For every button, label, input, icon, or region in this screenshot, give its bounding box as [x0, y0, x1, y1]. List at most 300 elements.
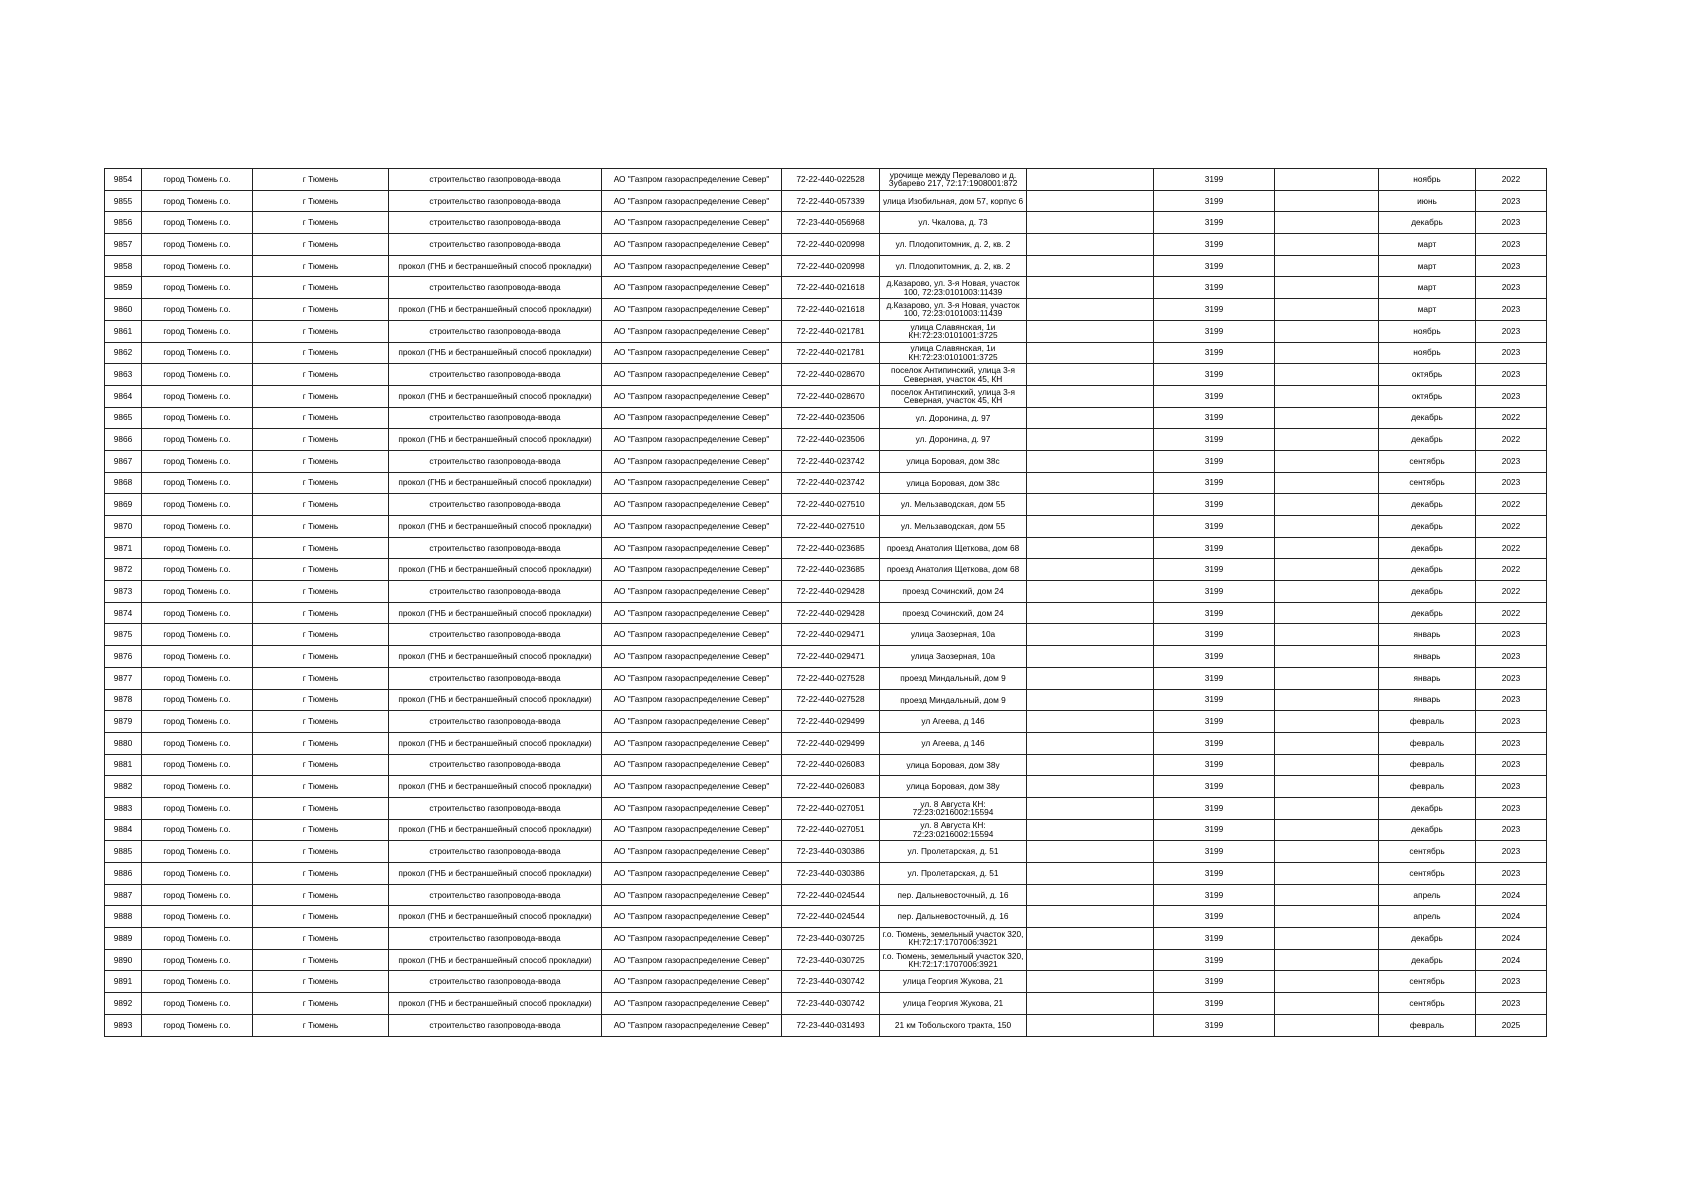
registry-code-cell: 72-22-440-029499	[782, 711, 880, 733]
amount-cell: 3199	[1154, 559, 1275, 581]
registry-code-cell: 72-23-440-056968	[782, 212, 880, 234]
year-cell: 2023	[1476, 776, 1547, 798]
work-type-cell: прокол (ГНБ и бестраншейный способ прокладки)	[389, 689, 602, 711]
district-cell: город Тюмень г.о.	[142, 797, 253, 819]
settlement-cell: г Тюмень	[253, 212, 389, 234]
month-cell: декабрь	[1379, 537, 1476, 559]
organization-cell: АО "Газпром газораспределение Север"	[602, 646, 782, 668]
row-number-cell: 9889	[105, 928, 142, 950]
row-number-cell: 9874	[105, 602, 142, 624]
year-cell: 2023	[1476, 277, 1547, 299]
year-cell: 2023	[1476, 993, 1547, 1015]
organization-cell: АО "Газпром газораспределение Север"	[602, 342, 782, 364]
table-row	[105, 776, 1547, 798]
district-cell: город Тюмень г.о.	[142, 624, 253, 646]
address-text: д.Казарово, ул. 3-я Новая, участок 100, 72:23:0101003:11439	[886, 279, 1020, 297]
empty-cell	[1027, 364, 1154, 386]
month-cell: июнь	[1379, 190, 1476, 212]
organization-cell: АО "Газпром газораспределение Север"	[602, 277, 782, 299]
empty-cell	[1027, 1014, 1154, 1036]
organization-cell: АО "Газпром газораспределение Север"	[602, 255, 782, 277]
amount-cell: 3199	[1154, 320, 1275, 342]
row-number-cell: 9861	[105, 320, 142, 342]
year-cell: 2024	[1476, 949, 1547, 971]
amount-cell: 3199	[1154, 342, 1275, 364]
work-type-cell: строительство газопровода-ввода	[389, 190, 602, 212]
organization-cell: АО "Газпром газораспределение Север"	[602, 407, 782, 429]
table-row	[105, 169, 1547, 191]
empty-cell	[1275, 928, 1379, 950]
district-cell: город Тюмень г.о.	[142, 342, 253, 364]
month-cell: февраль	[1379, 1014, 1476, 1036]
district-cell: город Тюмень г.о.	[142, 277, 253, 299]
row-number-cell: 9870	[105, 516, 142, 538]
address-cell	[880, 342, 1027, 364]
address-cell	[880, 949, 1027, 971]
empty-cell	[1275, 1014, 1379, 1036]
table-row	[105, 993, 1547, 1015]
empty-cell	[1027, 624, 1154, 646]
year-cell: 2023	[1476, 364, 1547, 386]
row-number-cell: 9855	[105, 190, 142, 212]
district-cell: город Тюмень г.о.	[142, 841, 253, 863]
month-cell: март	[1379, 255, 1476, 277]
organization-cell: АО "Газпром газораспределение Север"	[602, 364, 782, 386]
month-cell: сентябрь	[1379, 993, 1476, 1015]
empty-cell	[1275, 949, 1379, 971]
table-row	[105, 949, 1547, 971]
organization-cell: АО "Газпром газораспределение Север"	[602, 429, 782, 451]
district-cell: город Тюмень г.о.	[142, 212, 253, 234]
month-cell: январь	[1379, 689, 1476, 711]
year-cell: 2022	[1476, 429, 1547, 451]
empty-cell	[1027, 190, 1154, 212]
row-number-cell: 9856	[105, 212, 142, 234]
settlement-cell: г Тюмень	[253, 190, 389, 212]
table-row	[105, 320, 1547, 342]
month-cell: январь	[1379, 624, 1476, 646]
organization-cell: АО "Газпром газораспределение Север"	[602, 863, 782, 885]
amount-cell: 3199	[1154, 602, 1275, 624]
amount-cell: 3199	[1154, 667, 1275, 689]
organization-cell: АО "Газпром газораспределение Север"	[602, 776, 782, 798]
amount-cell: 3199	[1154, 255, 1275, 277]
settlement-cell: г Тюмень	[253, 342, 389, 364]
district-cell: город Тюмень г.о.	[142, 407, 253, 429]
address-text: г.о. Тюмень, земельный участок 320, КН:72:17:1707006:3921	[882, 929, 1024, 947]
settlement-cell: г Тюмень	[253, 516, 389, 538]
address-text: ул. 8 Августа КН: 72:23:0216002:15594	[912, 799, 994, 817]
month-cell: январь	[1379, 667, 1476, 689]
settlement-cell: г Тюмень	[253, 754, 389, 776]
district-cell: город Тюмень г.о.	[142, 255, 253, 277]
address-text: проезд Анатолия Щеткова, дом 68	[886, 543, 1020, 553]
month-cell: декабрь	[1379, 429, 1476, 451]
month-cell: февраль	[1379, 732, 1476, 754]
table-row	[105, 494, 1547, 516]
settlement-cell: г Тюмень	[253, 385, 389, 407]
district-cell: город Тюмень г.о.	[142, 863, 253, 885]
district-cell: город Тюмень г.о.	[142, 299, 253, 321]
organization-cell: АО "Газпром газораспределение Север"	[602, 234, 782, 256]
row-number-cell: 9854	[105, 169, 142, 191]
settlement-cell: г Тюмень	[253, 537, 389, 559]
settlement-cell: г Тюмень	[253, 993, 389, 1015]
table-row	[105, 212, 1547, 234]
work-type-cell: прокол (ГНБ и бестраншейный способ прокладки)	[389, 385, 602, 407]
settlement-cell: г Тюмень	[253, 581, 389, 603]
empty-cell	[1027, 559, 1154, 581]
month-cell: ноябрь	[1379, 169, 1476, 191]
work-type-cell: строительство газопровода-ввода	[389, 537, 602, 559]
settlement-cell: г Тюмень	[253, 559, 389, 581]
settlement-cell: г Тюмень	[253, 494, 389, 516]
address-text: д.Казарово, ул. 3-я Новая, участок 100, 72:23:0101003:11439	[886, 300, 1020, 319]
empty-cell	[1275, 841, 1379, 863]
table-row	[105, 711, 1547, 733]
registry-code-cell: 72-23-440-030386	[782, 863, 880, 885]
work-type-cell: прокол (ГНБ и бестраншейный способ прокладки)	[389, 776, 602, 798]
empty-cell	[1027, 667, 1154, 689]
district-cell: город Тюмень г.о.	[142, 234, 253, 256]
month-cell: сентябрь	[1379, 472, 1476, 494]
address-text: ул. Доронина, д. 97	[915, 413, 991, 423]
settlement-cell: г Тюмень	[253, 646, 389, 668]
settlement-cell: г Тюмень	[253, 928, 389, 950]
table-row	[105, 537, 1547, 559]
registry-code-cell: 72-22-440-028670	[782, 364, 880, 386]
row-number-cell: 9868	[105, 472, 142, 494]
month-cell: декабрь	[1379, 516, 1476, 538]
row-number-cell: 9877	[105, 667, 142, 689]
registry-code-cell: 72-22-440-024544	[782, 906, 880, 928]
row-number-cell: 9865	[105, 407, 142, 429]
empty-cell	[1275, 754, 1379, 776]
work-type-cell: прокол (ГНБ и бестраншейный способ прокладки)	[389, 949, 602, 971]
amount-cell: 3199	[1154, 993, 1275, 1015]
year-cell: 2022	[1476, 559, 1547, 581]
work-type-cell: строительство газопровода-ввода	[389, 624, 602, 646]
registry-code-cell: 72-22-440-021781	[782, 320, 880, 342]
settlement-cell: г Тюмень	[253, 169, 389, 191]
amount-cell: 3199	[1154, 928, 1275, 950]
year-cell: 2023	[1476, 646, 1547, 668]
address-cell	[880, 667, 1027, 689]
table-body	[105, 169, 1547, 1037]
empty-cell	[1027, 776, 1154, 798]
empty-cell	[1275, 689, 1379, 711]
work-type-cell: строительство газопровода-ввода	[389, 364, 602, 386]
organization-cell: АО "Газпром газораспределение Север"	[602, 190, 782, 212]
settlement-cell: г Тюмень	[253, 255, 389, 277]
organization-cell: АО "Газпром газораспределение Север"	[602, 537, 782, 559]
address-text: 21 км Тобольского тракта, 150	[894, 1020, 1012, 1030]
work-type-cell: прокол (ГНБ и бестраншейный способ прокладки)	[389, 906, 602, 928]
work-type-cell: строительство газопровода-ввода	[389, 212, 602, 234]
address-cell	[880, 407, 1027, 429]
organization-cell: АО "Газпром газораспределение Север"	[602, 754, 782, 776]
district-cell: город Тюмень г.о.	[142, 819, 253, 841]
settlement-cell: г Тюмень	[253, 819, 389, 841]
district-cell: город Тюмень г.о.	[142, 732, 253, 754]
organization-cell: АО "Газпром газораспределение Север"	[602, 516, 782, 538]
settlement-cell: г Тюмень	[253, 429, 389, 451]
district-cell: город Тюмень г.о.	[142, 646, 253, 668]
empty-cell	[1027, 581, 1154, 603]
amount-cell: 3199	[1154, 450, 1275, 472]
registry-code-cell: 72-22-440-023742	[782, 472, 880, 494]
address-cell	[880, 364, 1027, 386]
address-text: улица Славянская, 1и КН:72:23:0101001:3725	[908, 344, 998, 362]
amount-cell: 3199	[1154, 364, 1275, 386]
address-cell	[880, 624, 1027, 646]
district-cell: город Тюмень г.о.	[142, 689, 253, 711]
registry-code-cell: 72-22-440-027051	[782, 819, 880, 841]
amount-cell: 3199	[1154, 884, 1275, 906]
organization-cell: АО "Газпром газораспределение Север"	[602, 1014, 782, 1036]
month-cell: февраль	[1379, 754, 1476, 776]
empty-cell	[1275, 190, 1379, 212]
amount-cell: 3199	[1154, 516, 1275, 538]
work-type-cell: строительство газопровода-ввода	[389, 494, 602, 516]
work-type-cell: строительство газопровода-ввода	[389, 711, 602, 733]
address-cell	[880, 255, 1027, 277]
row-number-cell: 9867	[105, 450, 142, 472]
month-cell: октябрь	[1379, 364, 1476, 386]
row-number-cell: 9858	[105, 255, 142, 277]
empty-cell	[1027, 169, 1154, 191]
year-cell: 2023	[1476, 234, 1547, 256]
work-type-cell: прокол (ГНБ и бестраншейный способ прокладки)	[389, 819, 602, 841]
row-number-cell: 9860	[105, 299, 142, 321]
table-row	[105, 472, 1547, 494]
address-cell	[880, 841, 1027, 863]
amount-cell: 3199	[1154, 949, 1275, 971]
month-cell: сентябрь	[1379, 841, 1476, 863]
row-number-cell: 9893	[105, 1014, 142, 1036]
registry-code-cell: 72-22-440-029499	[782, 732, 880, 754]
work-type-cell: прокол (ГНБ и бестраншейный способ прокладки)	[389, 429, 602, 451]
row-number-cell: 9875	[105, 624, 142, 646]
work-type-cell: прокол (ГНБ и бестраншейный способ прокладки)	[389, 646, 602, 668]
year-cell: 2024	[1476, 906, 1547, 928]
year-cell: 2022	[1476, 169, 1547, 191]
year-cell: 2023	[1476, 863, 1547, 885]
address-text: поселок Антипинский, улица 3-я Северная, участок 45, КН	[891, 387, 1015, 405]
amount-cell: 3199	[1154, 190, 1275, 212]
empty-cell	[1275, 212, 1379, 234]
empty-cell	[1275, 320, 1379, 342]
row-number-cell: 9886	[105, 863, 142, 885]
organization-cell: АО "Газпром газораспределение Север"	[602, 928, 782, 950]
address-text: улица Заозерная, 10а	[910, 630, 996, 640]
settlement-cell: г Тюмень	[253, 667, 389, 689]
organization-cell: АО "Газпром газораспределение Север"	[602, 949, 782, 971]
work-type-cell: прокол (ГНБ и бестраншейный способ прокладки)	[389, 516, 602, 538]
year-cell: 2023	[1476, 819, 1547, 841]
registry-code-cell: 72-22-440-029471	[782, 624, 880, 646]
empty-cell	[1027, 754, 1154, 776]
address-cell	[880, 190, 1027, 212]
month-cell: январь	[1379, 646, 1476, 668]
organization-cell: АО "Газпром газораспределение Север"	[602, 385, 782, 407]
amount-cell: 3199	[1154, 472, 1275, 494]
row-number-cell: 9871	[105, 537, 142, 559]
registry-code-cell: 72-23-440-030725	[782, 949, 880, 971]
amount-cell: 3199	[1154, 689, 1275, 711]
empty-cell	[1027, 928, 1154, 950]
empty-cell	[1027, 255, 1154, 277]
work-type-cell: прокол (ГНБ и бестраншейный способ прокладки)	[389, 342, 602, 364]
amount-cell: 3199	[1154, 234, 1275, 256]
registry-code-cell: 72-22-440-020998	[782, 234, 880, 256]
row-number-cell: 9857	[105, 234, 142, 256]
address-text: улица Славянская, 1и КН:72:23:0101001:3725	[908, 322, 998, 340]
organization-cell: АО "Газпром газораспределение Север"	[602, 884, 782, 906]
organization-cell: АО "Газпром газораспределение Север"	[602, 299, 782, 321]
work-type-cell: строительство газопровода-ввода	[389, 581, 602, 603]
registry-code-cell: 72-22-440-057339	[782, 190, 880, 212]
empty-cell	[1275, 797, 1379, 819]
month-cell: декабрь	[1379, 949, 1476, 971]
address-text: улица Изобильная, дом 57, корпус 6	[882, 196, 1024, 206]
address-text: улица Боровая, дом 38у	[906, 782, 1000, 791]
amount-cell: 3199	[1154, 299, 1275, 321]
month-cell: ноябрь	[1379, 320, 1476, 342]
year-cell: 2023	[1476, 299, 1547, 321]
row-number-cell: 9862	[105, 342, 142, 364]
address-cell	[880, 906, 1027, 928]
settlement-cell: г Тюмень	[253, 732, 389, 754]
year-cell: 2023	[1476, 797, 1547, 819]
address-cell	[880, 602, 1027, 624]
district-cell: город Тюмень г.о.	[142, 494, 253, 516]
table-row	[105, 385, 1547, 407]
row-number-cell: 9892	[105, 993, 142, 1015]
empty-cell	[1027, 863, 1154, 885]
row-number-cell: 9882	[105, 776, 142, 798]
empty-cell	[1027, 732, 1154, 754]
empty-cell	[1027, 971, 1154, 993]
work-type-cell: строительство газопровода-ввода	[389, 797, 602, 819]
amount-cell: 3199	[1154, 581, 1275, 603]
empty-cell	[1027, 537, 1154, 559]
settlement-cell: г Тюмень	[253, 624, 389, 646]
table-row	[105, 754, 1547, 776]
address-text: улица Георгия Жукова, 21	[902, 977, 1004, 987]
row-number-cell: 9863	[105, 364, 142, 386]
address-text: улица Георгия Жукова, 21	[902, 999, 1004, 1008]
empty-cell	[1275, 906, 1379, 928]
address-cell	[880, 711, 1027, 733]
address-text: ул. 8 Августа КН: 72:23:0216002:15594	[912, 821, 994, 839]
empty-cell	[1275, 537, 1379, 559]
district-cell: город Тюмень г.о.	[142, 754, 253, 776]
table-row	[105, 429, 1547, 451]
district-cell: город Тюмень г.о.	[142, 581, 253, 603]
settlement-cell: г Тюмень	[253, 299, 389, 321]
amount-cell: 3199	[1154, 1014, 1275, 1036]
work-type-cell: строительство газопровода-ввода	[389, 169, 602, 191]
empty-cell	[1027, 516, 1154, 538]
district-cell: город Тюмень г.о.	[142, 450, 253, 472]
address-cell	[880, 993, 1027, 1015]
registry-code-cell: 72-22-440-028670	[782, 385, 880, 407]
settlement-cell: г Тюмень	[253, 602, 389, 624]
registry-code-cell: 72-22-440-021618	[782, 299, 880, 321]
month-cell: ноябрь	[1379, 342, 1476, 364]
address-text: ул. Пролетарская, д. 51	[907, 847, 999, 856]
empty-cell	[1027, 494, 1154, 516]
table-row	[105, 190, 1547, 212]
row-number-cell: 9866	[105, 429, 142, 451]
address-cell	[880, 1014, 1027, 1036]
row-number-cell: 9859	[105, 277, 142, 299]
month-cell: март	[1379, 277, 1476, 299]
table-row	[105, 1014, 1547, 1036]
address-text: проезд Сочинский, дом 24	[902, 608, 1004, 618]
registry-code-cell: 72-22-440-022528	[782, 169, 880, 191]
empty-cell	[1275, 450, 1379, 472]
year-cell: 2023	[1476, 711, 1547, 733]
table-row	[105, 602, 1547, 624]
registry-code-cell: 72-22-440-024544	[782, 884, 880, 906]
address-text: ул. Мельзаводская, дом 55	[900, 522, 1006, 531]
empty-cell	[1027, 819, 1154, 841]
empty-cell	[1275, 472, 1379, 494]
empty-cell	[1275, 364, 1379, 386]
work-type-cell: прокол (ГНБ и бестраншейный способ прокладки)	[389, 863, 602, 885]
table-row	[105, 234, 1547, 256]
district-cell: город Тюмень г.о.	[142, 320, 253, 342]
register-table	[104, 168, 1547, 1037]
work-type-cell: прокол (ГНБ и бестраншейный способ прокладки)	[389, 472, 602, 494]
organization-cell: АО "Газпром газораспределение Север"	[602, 841, 782, 863]
organization-cell: АО "Газпром газораспределение Север"	[602, 819, 782, 841]
year-cell: 2023	[1476, 472, 1547, 494]
district-cell: город Тюмень г.о.	[142, 993, 253, 1015]
row-number-cell: 9890	[105, 949, 142, 971]
address-cell	[880, 537, 1027, 559]
year-cell: 2022	[1476, 407, 1547, 429]
amount-cell: 3199	[1154, 754, 1275, 776]
month-cell: март	[1379, 299, 1476, 321]
row-number-cell: 9881	[105, 754, 142, 776]
empty-cell	[1027, 429, 1154, 451]
amount-cell: 3199	[1154, 732, 1275, 754]
empty-cell	[1027, 277, 1154, 299]
registry-code-cell: 72-22-440-027510	[782, 494, 880, 516]
work-type-cell: строительство газопровода-ввода	[389, 320, 602, 342]
address-cell	[880, 689, 1027, 711]
empty-cell	[1275, 516, 1379, 538]
district-cell: город Тюмень г.о.	[142, 169, 253, 191]
year-cell: 2024	[1476, 928, 1547, 950]
table-row	[105, 407, 1547, 429]
year-cell: 2022	[1476, 494, 1547, 516]
district-cell: город Тюмень г.о.	[142, 516, 253, 538]
address-text: улица Боровая, дом 38с	[906, 456, 1000, 466]
settlement-cell: г Тюмень	[253, 320, 389, 342]
registry-code-cell: 72-23-440-030386	[782, 841, 880, 863]
district-cell: город Тюмень г.о.	[142, 906, 253, 928]
settlement-cell: г Тюмень	[253, 407, 389, 429]
empty-cell	[1275, 559, 1379, 581]
district-cell: город Тюмень г.о.	[142, 429, 253, 451]
district-cell: город Тюмень г.о.	[142, 190, 253, 212]
settlement-cell: г Тюмень	[253, 450, 389, 472]
registry-code-cell: 72-22-440-021781	[782, 342, 880, 364]
